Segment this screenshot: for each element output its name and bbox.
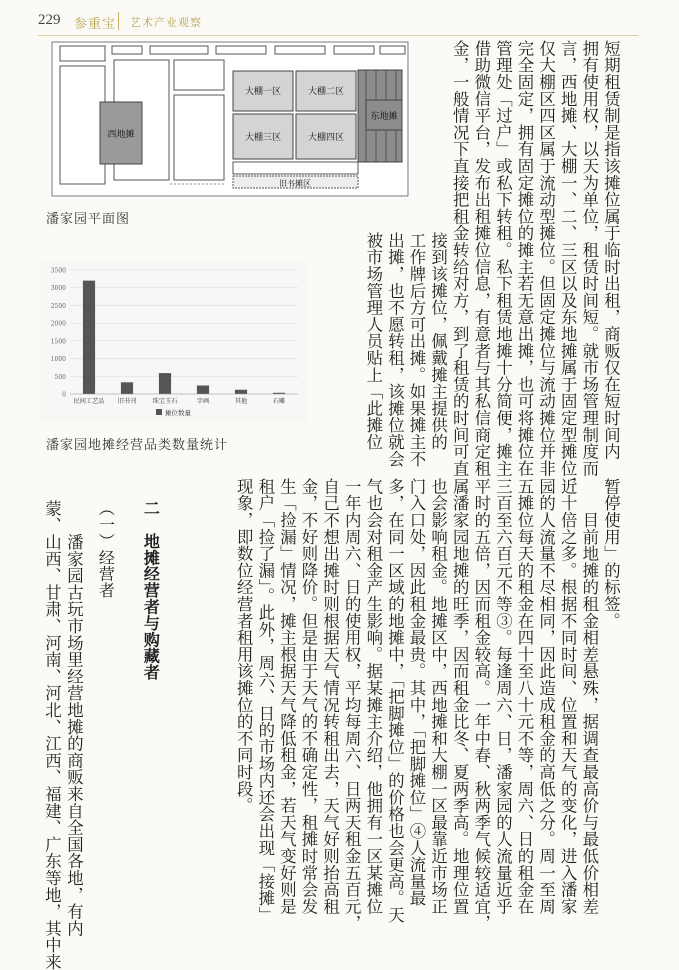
- header-rule: [38, 35, 638, 36]
- body-line: 目前地摊的租金相差悬殊，据调查最高价与最低价相差: [579, 478, 599, 915]
- zone-3-label: 大棚三区: [244, 133, 282, 143]
- old-book-zone-label: 旧书摊区: [279, 179, 311, 188]
- site-plan-figure: [50, 40, 410, 198]
- body-line: 自己不想出摊时则根据天气情况转租出去，天气好则抬高租: [320, 478, 340, 915]
- site-plan-caption: 潘家园平面图: [46, 212, 131, 227]
- body-line: 完全固定，拥有固定摊位的摊主若无意出摊，也可将摊位在: [515, 40, 534, 477]
- body-line: 出摊，也不愿转租，该摊位就会: [385, 232, 405, 468]
- site-plan-svg: [50, 40, 410, 198]
- legend-swatch: [156, 409, 162, 415]
- page-number: 229: [38, 12, 61, 28]
- body-line: 属潘家园地摊的旺季，因而租金比冬、夏两季高。地理位置: [450, 478, 470, 915]
- x-tick-label: 其他: [234, 398, 248, 405]
- y-tick-label: 3000: [50, 285, 66, 293]
- body-line: 园的人流量不尽相同，因此造成租金的高低之分。周一至周: [536, 478, 556, 915]
- category-bar-chart: [40, 262, 308, 422]
- paragraph-operators-line-1: 潘家园古玩市场里经营地摊的商贩来自全国各地，有内: [64, 500, 84, 937]
- body-line: 也会影响租金。地摊区中，西地摊和大棚一区最靠近市场正: [428, 478, 448, 915]
- bar: [121, 382, 133, 394]
- body-line: 一年内周六、日的使用权，平均每周六、日两天租金五百元，: [342, 478, 362, 932]
- body-line: 仅大棚区四区属于流动型摊位。但固定摊位与流动摊位并非: [536, 40, 556, 477]
- category-chart-figure: [40, 262, 308, 422]
- y-tick-label: 500: [54, 373, 66, 381]
- body-line: 言，西地摊、大棚一、二、三区以及东地摊属于固定型摊位，: [558, 40, 578, 494]
- legend-label: 摊位数量: [165, 409, 191, 417]
- body-line: 租户「捡了漏」。此外，周六、日的市场内还会出现「接摊」: [255, 478, 275, 924]
- y-tick-label: 0: [62, 391, 66, 399]
- bar: [235, 390, 247, 394]
- y-tick-label: 1000: [50, 356, 66, 364]
- y-tick-label: 1500: [50, 338, 66, 346]
- body-line: 暂停使用」的标签。: [601, 478, 621, 630]
- body-line: 近十倍之多。根据不同时间、位置和天气的变化，进入潘家: [558, 478, 578, 915]
- x-tick-label: 旧书刊: [117, 398, 137, 405]
- body-line: 五摊位每天的租金在四十至八十元不等，周六、日的租金在: [515, 478, 534, 915]
- east-stall-label: 东地摊: [370, 112, 398, 122]
- bar: [197, 385, 209, 394]
- bar: [83, 281, 95, 394]
- body-line: 三百至六百元不等③。每逢周六、日，潘家园的人流量近乎: [493, 478, 513, 915]
- body-line: 工作牌后方可出摊。如果摊主不: [407, 232, 426, 468]
- body-line: 现象，即数位经营者租用该摊位的不同时段。: [234, 478, 254, 814]
- zone-4-label: 大棚四区: [307, 133, 345, 143]
- body-line: 被市场管理人员贴上「此摊位: [363, 232, 383, 451]
- body-line: 短期租赁制是指该摊位属于临时出租，商贩仅在短时间内: [601, 40, 621, 460]
- x-tick-label: 字画: [196, 398, 210, 405]
- journal-name: 参重宝: [74, 17, 117, 32]
- subheading-operators: （一）经营者: [96, 500, 116, 599]
- body-line: 拥有使用权，以天为单位，租赁时间短。就市场管理制度而: [579, 40, 599, 477]
- section-name: 艺术产业观察: [130, 16, 202, 29]
- body-line: 金，一般情况下直接把租金转给对方，到了租赁的时间可直: [450, 40, 470, 477]
- x-tick-label: 石雕: [272, 398, 286, 405]
- x-tick-label: 民间工艺品: [73, 398, 105, 405]
- chart-caption: 潘家园地摊经营品类数量统计: [46, 438, 229, 453]
- body-line: 门入口处，因此租金最贵。其中，「把脚摊位」④人流量最: [407, 478, 426, 907]
- y-tick-label: 3500: [50, 267, 66, 275]
- section-heading: 二 地摊经营者与购藏者: [141, 500, 161, 681]
- body-line: 借助微信平台，发布出租摊位信息，有意者与其私信商定租: [471, 40, 491, 477]
- body-line: 接到该摊位，佩戴摊主提供的: [428, 232, 448, 451]
- y-tick-label: 2000: [50, 320, 66, 328]
- y-tick-label: 2500: [50, 302, 66, 310]
- body-line: 多，在同一区域的地摊中，「把脚摊位」的价格也会更高。天: [385, 478, 405, 924]
- west-stall-label: 西地摊: [107, 130, 135, 140]
- body-line: 管理处「过户」或私下转租。私下租赁地摊十分简便，摊主: [493, 40, 513, 477]
- zone-2-label: 大棚二区: [307, 87, 345, 97]
- paragraph-operators-line-2: 蒙、山西、甘肃、河南、河北、江西、福建、广东等地，其中来: [42, 500, 62, 970]
- body-line: 气也会对租金产生影响。据某摊主介绍，他拥有一区某摊位: [363, 478, 383, 915]
- x-tick-label: 珠宝玉石: [152, 398, 178, 405]
- bar: [159, 373, 171, 394]
- body-line: 平时的五倍，因而租金较高。一年中春、秋两季气候较适宜，: [471, 478, 491, 932]
- body-line: 生「捡漏」情况，摊主根据天气降低租金，若天气变好则是: [277, 478, 297, 915]
- zone-1-label: 大棚一区: [244, 87, 282, 97]
- header-separator: [118, 12, 119, 30]
- body-line: 金，不好则降价。但是由于天气的不确定性，租摊时常会发: [299, 478, 318, 915]
